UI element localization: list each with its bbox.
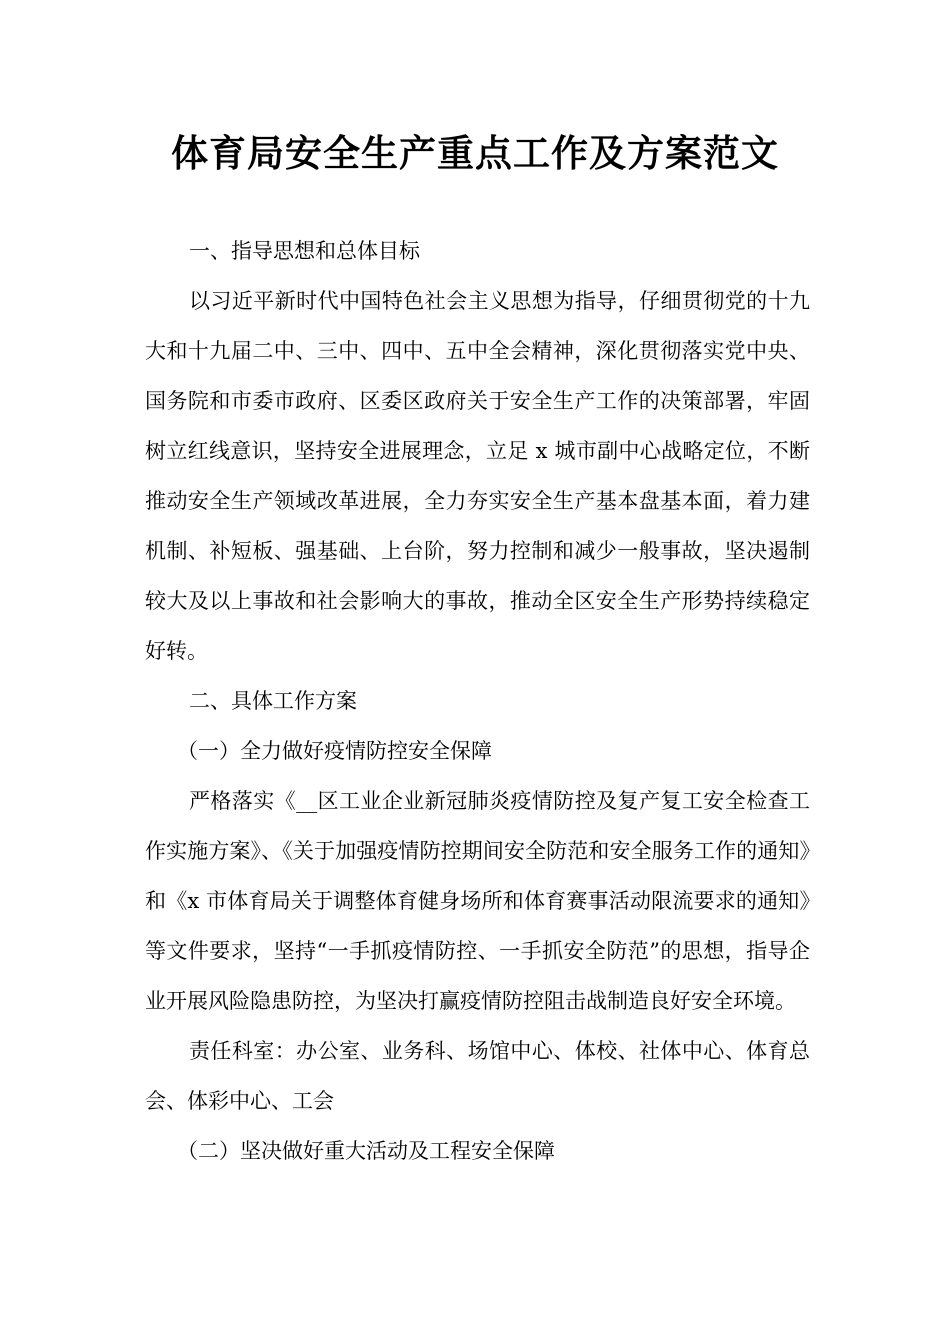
- document-body: [145, 226, 810, 1176]
- heading-guiding-ideology: 一、指导思想和总体目标: [189, 239, 420, 263]
- paragraph-epidemic-safety: 严格落实《__区工业企业新冠肺炎疫情防控及复产复工安全检查工作实施方案》、《关于加强疫情防控期间安全防范和安全服务工作的通知》和《x 市体育局关于调整体育健身场所和体育赛事活动限流要求的通知》等文件要求，坚持“一手抓疫情防控、一手抓安全防范”的思想，指导企业开展风险隐患防控，为坚决打赢疫情防控阻击战制造良好安全环境。: [145, 789, 810, 1013]
- heading-work-plan: 二、具体工作方案: [189, 689, 357, 713]
- document-title: 体育局安全生产重点工作及方案范文: [171, 132, 779, 175]
- paragraph-responsible-departments: 责任科室：办公室、业务科、场馆中心、体校、社体中心、体育总会、体彩中心、工会: [145, 1039, 810, 1113]
- subheading-major-events-safety: （二）坚决做好重大活动及工程安全保障: [177, 1139, 555, 1163]
- subheading-epidemic-safety: （一）全力做好疫情防控安全保障: [177, 739, 492, 763]
- paragraph-guiding-ideology: 以习近平新时代中国特色社会主义思想为指导，仔细贯彻党的十九大和十九届二中、三中、四中、五中全会精神，深化贯彻落实党中央、国务院和市委市政府、区委区政府关于安全生产工作的决策部署，牢固树立红线意识，坚持安全进展理念，立足 x 城市副中心战略定位，不断推动安全生产领域改革进展，全力夯实安全生产基本盘基本面，着力建机制、补短板、强基础、上台阶，努力控制和减少一般事故，坚决遏制较大及以上事故和社会影响大的事故，推动全区安全生产形势持续稳定好转。: [145, 289, 810, 663]
